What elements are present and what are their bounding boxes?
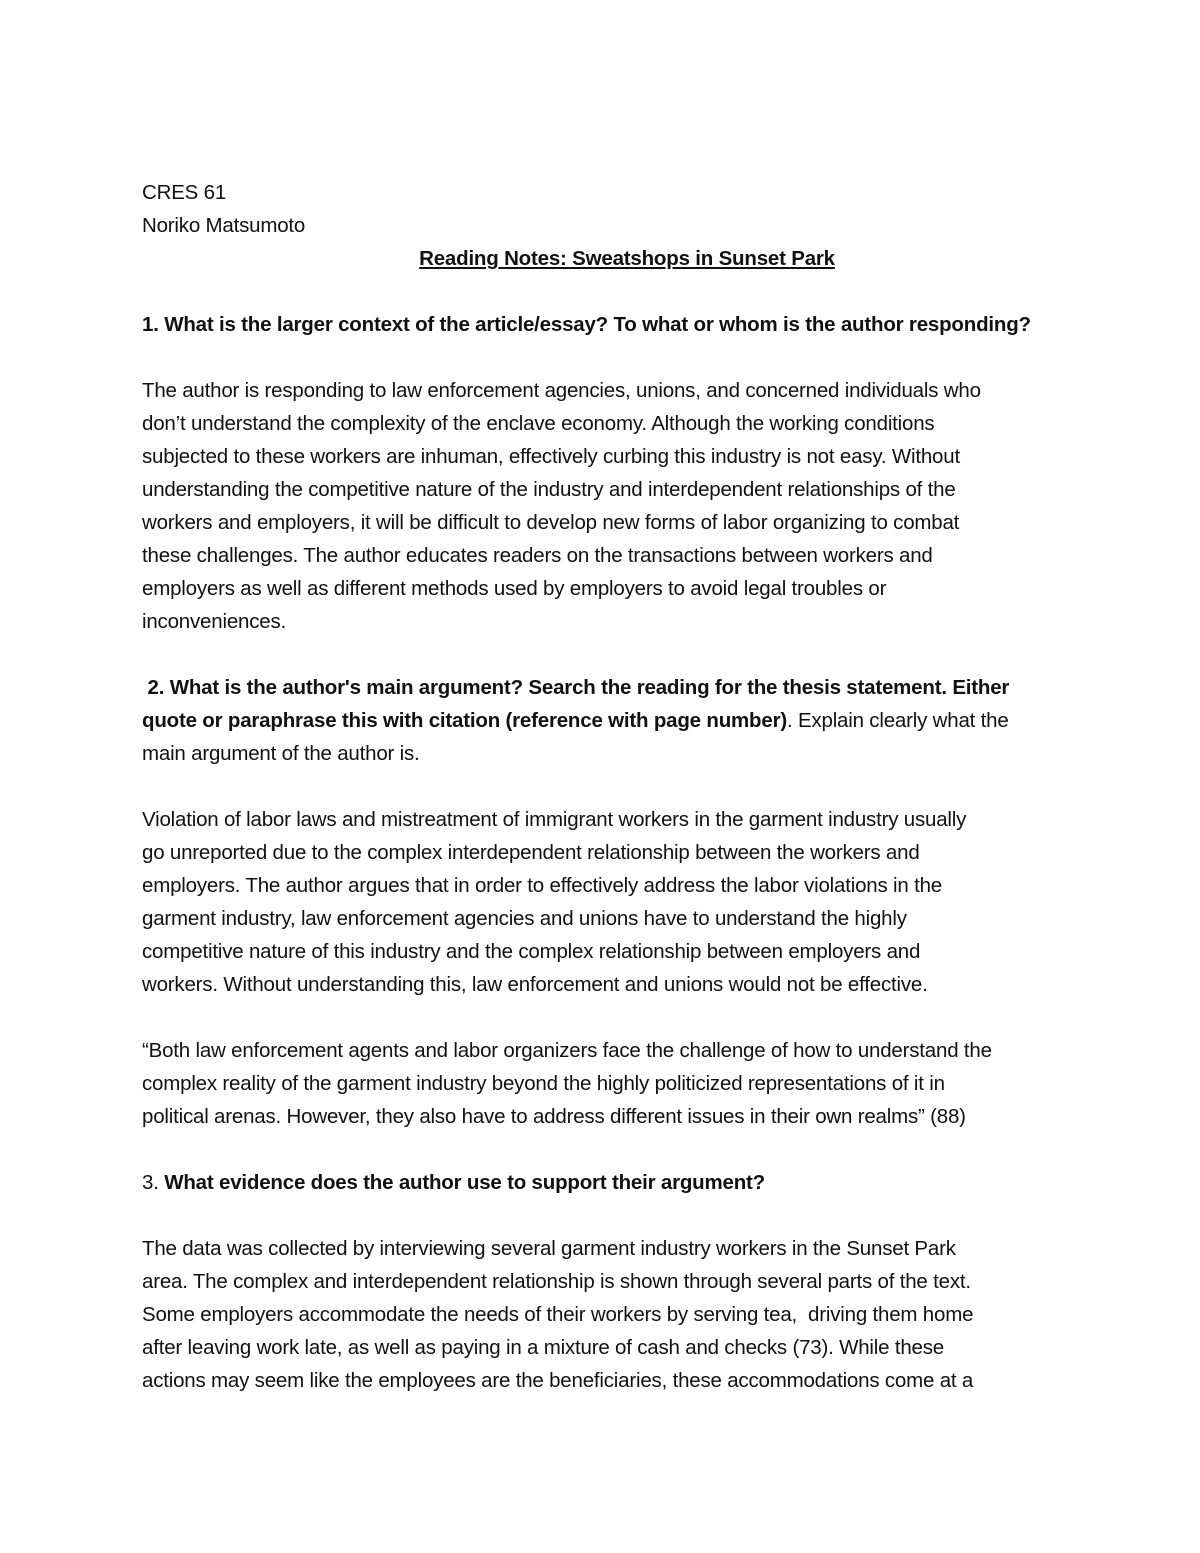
question-2-emphasis: quote or paraphrase this with citation (reference with page number) (142, 709, 787, 732)
question-2-line (142, 704, 1072, 737)
answer-3 (142, 1232, 1072, 1397)
answer-1-line: The author is responding to law enforcement agencies, unions, and concerned individuals who (142, 379, 981, 402)
answer-2-line: go unreported due to the complex interdependent relationship between the workers and (142, 841, 920, 864)
answer-2-line: workers. Without understanding this, law enforcement and unions would not be effective. (142, 973, 928, 996)
answer-1-line: inconveniences. (142, 610, 287, 633)
answer-2-line: garment industry, law enforcement agencies and unions have to understand the highly (142, 907, 907, 930)
answer-1-line: these challenges. The author educates readers on the transactions between workers and (142, 544, 933, 567)
question-2-line: main argument of the author is. (142, 742, 420, 765)
answer-1-line: subjected to these workers are inhuman, effectively curbing this industry is not easy. Without (142, 445, 960, 468)
answer-1 (142, 374, 1072, 638)
document-title: Reading Notes: Sweatshops in Sunset Park (419, 247, 835, 270)
answer-2 (142, 803, 1072, 1001)
question-3-number: 3. (142, 1171, 165, 1194)
answer-1-line: employers as well as different methods used by employers to avoid legal troubles or (142, 577, 887, 600)
answer-3-line: Some employers accommodate the needs of their workers by serving tea, driving them home (142, 1303, 974, 1326)
answer-3-line: actions may seem like the employees are the beneficiaries, these accommodations come at a (142, 1369, 974, 1392)
answer-3-line: after leaving work late, as well as paying in a mixture of cash and checks (73). While these (142, 1336, 944, 1359)
answer-3-line: area. The complex and interdependent relationship is shown through several parts of the text. (142, 1270, 971, 1293)
answer-1-line: understanding the competitive nature of the industry and interdependent relationships of the (142, 478, 956, 501)
document-page (142, 176, 1072, 1397)
answer-1-line: don’t understand the complexity of the enclave economy. Although the working conditions (142, 412, 935, 435)
course-code: CRES 61 (142, 181, 227, 204)
answer-3-line: The data was collected by interviewing several garment industry workers in the Sunset Park (142, 1237, 956, 1260)
quote-line: complex reality of the garment industry beyond the highly politicized representations of it in (142, 1072, 945, 1095)
question-2 (142, 671, 1072, 770)
author-name: Noriko Matsumoto (142, 214, 306, 237)
answer-2-line: employers. The author argues that in order to effectively address the labor violations in the (142, 874, 942, 897)
question-3-text: What evidence does the author use to support their argument? (164, 1171, 765, 1194)
question-2-rest: . Explain clearly what the (786, 709, 1009, 732)
answer-2-line: competitive nature of this industry and the complex relationship between employers and (142, 940, 921, 963)
question-2-line: 2. What is the author's main argument? Search the reading for the thesis statement. Either (142, 676, 1010, 699)
answer-1-line: workers and employers, it will be difficult to develop new forms of labor organizing to combat (142, 511, 960, 534)
question-3 (142, 1166, 1072, 1199)
quote-line: political arenas. However, they also have to address different issues in their own realms” (88) (142, 1105, 966, 1128)
quote-line: “Both law enforcement agents and labor organizers face the challenge of how to understand the (142, 1039, 992, 1062)
answer-2-line: Violation of labor laws and mistreatment of immigrant workers in the garment industry usually (142, 808, 967, 831)
question-1: 1. What is the larger context of the article/essay? To what or whom is the author responding? (142, 313, 1031, 336)
thesis-quote (142, 1034, 1072, 1133)
